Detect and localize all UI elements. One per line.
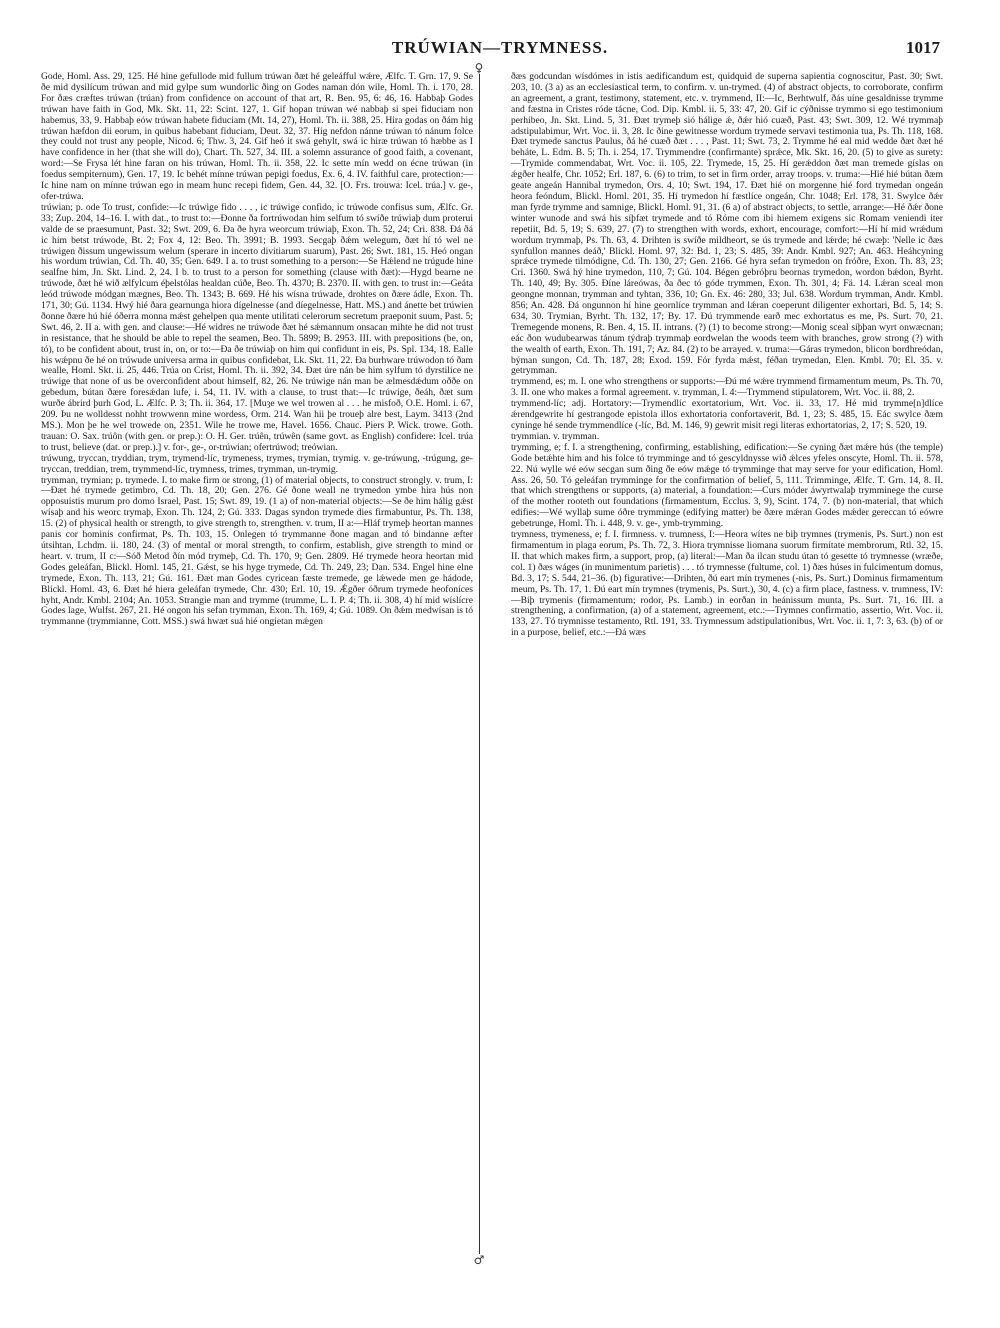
column-divider — [479, 74, 480, 1254]
entry-paragraph: trymman, trymian; p. trymede. I. to make firm or strong, (1) of material objects, to construct strongly. v. trum, I:—Ðæt hé trymede getimbro, Cd. Th. 18, 20; Gen. 276. Gé ðone weall ne trymedon ymbe hira hús non opposuistis murum pro domo Israel, Past. 15; Swt. 89, 19. (1 a) of non-material objects:—Se ðe him hálig gǽst wísaþ and his weorc trymaþ, Exon. Th. 124, 2; Gú. 333. Dagas syndon trymede dies firmabuntur, Ps. Th. 138, 15. (2) of physical health or strength, to give strength to, strengthen. v. trum, II a:—Hláf trymeþ heortan mannes panis cor hominis confirmat, Ps. Th. 103, 15. Onlegen tó trymmanne ðone magan and tó bindanne æfter útsihtan, Lchdm. ii. 180, 24. (3) of mental or moral strength, to confirm, establish, give strength to mind or heart. v. trum, II c:—Sóð Metod ðín mód trymeþ, Cd. Th. 170, 9; Gen. 2809. Hé trymede heora heortan mid Godes geleáfan, Blickl. Homl. 145, 21. Gǽst, se his hyge trymede, Cd. Th. 249, 23; Dan. 534. Engel hine elne trymede, Exon. Th. 113, 21; Gú. 161. Ðæt man Godes cyricean fæste tremede, ge lǽwede men ge hádode, Blickl. Homl. 43, 6. Ðæt hé hiera geleáfan trymede, Chr. 430; Erl. 10, 19. Ǽgðer óðrum trymede heofoníces hyht, Andr. Kmbl. 2104; An. 1053. Strangie man and trymme (trumme, L. I. P. 4; Th. ii. 308, 4) hí mid wíslícre Godes lage, Wulfst. 267, 21. Hé ongon his sefan trymman, Exon. Th. 169, 4; Gú. 1089. On ðǽm medwísan is tó trymmanne (trymmianne, Cott. MSS.) swá hwæt suá hié ongietan mǽgen — [41, 474, 473, 628]
entry-paragraph: trymmian. v. trymman. — [511, 430, 600, 442]
page-title: TRÚWIAN—TRYMNESS. — [391, 38, 609, 57]
entry-paragraph: trymming, e; f. I. a strengthening, confirming, establishing, edification:—Se cyning ðæt mǽre hús (the temple) Gode betǽhte him and his folce tó trymminge and tó gescyldnysse wið ǽlces yfeles onscyte, Homl. Th. ii. 578, 22. Nú wylle wé eów secgan sum ðing ðe eów mǽge tó trymminge that may serve for your edification, Homl. Ass. 26, 50. Tó geleáfan trymminge for the confirmation of belief, 5, 111. Trimminge, Ælfc. T. Grn. 14, 8. II. that which strengthens or supports, (a) material, a foundation:—Curs móder áwyrtwalaþ trymminege the curse of the mother rooteth out foundations (firmamentum, Ecclus. 3, 9), Scint. 174, 7. (b) non-material, that which edifies:—Wé wyllaþ sume óðre trymminge (edifying matter) be ðære mǽran Godes mǽder gereccan tó eówre gebetrunge, Homl. Th. i. 448, 9. v. ge-, ymb-trymming. — [511, 441, 943, 530]
left-column — [41, 72, 473, 1292]
entry-paragraph: trúwian; p. ode To trust, confide:—Ic trúwige fido . . . , ic trúwige confido, ic trúwode confisus sum, Ælfc. Gr. 33; Zup. 204, 14–16. I. with dat., to trust to:—Ðonne ða fortrúwodan him selfum tó swíðe trúwiaþ dum proterui valde de se praesumunt, Past. 32; Swt. 209, 6. Ða ðe hyra weorcum trúwiaþ, Exon. Th. 52, 24; Cri. 838. Ðá ðá ic him betst trúwode, Bt. 2; Fox 4, 12: Beo. Th. 3991; B. 1993. Secgaþ ðǽm welegum, ðæt hí tó wel ne trúwigen ðissum ungewissum welum (sperare in incerto divitiarum suarum), Past. 26; Swt. 181, 15. Heó ongan his wordum trúwian, Cd. Th. 40, 35; Gen. 649. I a. to trust something to a person:—Se Hǽlend ne trúgude hine sealfne him, Jn. Skt. Lind. 2, 24. I b. to trust to a person for something (clause with ðæt):—Hygd bearne ne trúwode, ðæt hé wið ælfylcum éþelstólas healdan cúðe, Beo. Th. 4370; B. 2370. II. with gen. to trust in:—Geáta leód trúwode módgan mægnes, Beo. Th. 1343; B. 669. Hé his wísna trúwade, drohtes on ðære ádle, Exon. Th. 171, 30; Gú. 1134. Hwý hié ðara gearnunga hiora dígelnesse (and díegelnesse, Hatt. MS.) and ánette bet trúwien ðonne ðære hú hié óðerra monna mǽst gehelpen qua mente utilitati celerorum secretum praeponit suum, Past. 5; Swt. 46, 2. II a. with gen. and clause:—Hé widres ne trúwode ðæt hé sǽmannum onsacan mihte he did not trust in resistance, that he should be able to repel the seamen, Beo. Th. 5899; B. 2953. III. with prepositions (be, on, tó), to be confident about, trust in, on, or to:—Ða ðe trúwiaþ on him qui confidunt in eis, Ps. Spl. 134, 18. Ealle his wǽpnu ðe hé on trúwude universa arma in quibus confidebat, Lk. Skt. 11, 22. Ða burhware trúwodon tó ðam wealle, Homl. Skt. ii. 25, 446. Trúa on Crist, Homl. Th. ii. 392, 34. Ðæt úre nán be him sylfum tó dyrstilíce ne trúwige that none of us be overconfident about himself, 82, 26. Ne trúwige nán man be ælmesdǽdum oððe on gebedum, bútan ðære foresǽdan lufe, i. 54, 11. IV. with a clause, to trust that:—Ic trúwige, ðeáh, ðæt sum wurðe ábrird þurh God, L. Ælfc. P. 3; Th. ii. 364, 17. [Muȝe we wel trowen al . . . he misfoð, O.E. Homl. i. 67, 209. Þu ne wolldesst nohht trowwenn mine wordess, Orm. 214. Wan hii þe trouеþ alre best, Laym. 3413 (2nd MS.). Mon þe he wel trowede on, 2351. Wile he trowe me, Havel. 1656. Chauc. Piers P. Wick. trowe. Goth. trauan: O. Sax. trúôn (with gen. or prep.): O. H. Ger. trúên, trúwên (same govt. as English) confidere: Icel. trúa to trust, believe (dat. or prep.).] v. for-, ge-, or-trúwian; ofertrúwod; treówian. — [41, 201, 473, 453]
entry-paragraph: trymness, trymeness, e; f. I. firmness. v. trumness, I:—Heora wítes ne biþ trymnes (trymenis, Ps. Surt.) non est firmamentum in plaga eorum, Ps. Th. 72, 3. Hiora trymnisse liomana suorum firmitate membrorum, Rtl. 32, 15. II. that which makes firm, a support, prop, (a) literal:—Man ða ilcan studu útan tó gesette tó trymnesse (wræðe, col. 1) ðæs wáges (in munimentum parietis) . . . tó trymnesse (fultume, col. 1) ðæs húses in fulcimentum domus, Bd. 3, 17; S. 544, 21–36. (b) figurative:—Drihten, ðú eart mín trymenes (-nis, Ps. Surt.) Dominus firmamentum meum, Ps. Th. 17, 1. Ðú eart mín trymnes (trymenis, Ps. Surt.), 30, 4. (c) a firm place, fastness. v. trumness, IV:—Biþ trymenis (firmamentum; rodor, Ps. Lamb.) in eorðan in heánissum munta, Ps. Surt. 71, 16. III. a strengthening, a confirmation, (a) of a statement, agreement, etc.:—Trymnes confirmatio, assertio, Wrt. Voc. ii. 133, 27. Tó trymnisse testamento, Rtl. 191, 33. Trymnessum adstipulationibus, Wrt. Voc. ii. 1, 7: 3, 63. (b) of or in a purpose, belief, etc.:—Ðá wæs — [511, 529, 943, 639]
running-head — [60, 38, 940, 60]
right-column — [511, 72, 943, 1292]
entry-paragraph: trymmend-líc; adj. Hortatory:—Trymendlíc exortatorium, Wrt. Voc. ii. 33, 17. Hé mid trymme[n]dlíce ǽrendgewrite hí gestrangode epistola illos exhortatoria confortaverit, Bd. 1, 23; S. 485, 15. Eác swylce ðæm cyninge hé sende trymmendlíce (-líc, Bd. M. 146, 9) gewrit misit regi literas exhortatorias, 2, 17; S. 520, 19. — [511, 398, 943, 431]
divider-bottom-ornament: ♂ — [473, 1253, 485, 1267]
entry-paragraph: trúwung, tryccan, tryddian, trym, trymend-líc, trymeness, trymes, trymian, trymig. v. ge-trúwung, -trúgung, ge-tryccan, treddian, trem, trymmend-líc, trymness, trimes, trymman, un-trymig. — [41, 452, 473, 475]
page-number: 1017 — [906, 38, 940, 57]
entry-paragraph: ðæs godcundan wísdómes in istis aedificandum est, quidquid de superna sapientia cognoscitur, Past. 30; Swt. 203, 10. (3 a) as an ecclesiastical term, to confirm. v. un-trymed. (4) of abstract objects, to corroborate, confirm an agreement, a grant, testimony, statement, etc. v. trymmend, II:—Ic, Berhtwulf, ðás uíne gesaldnisse trymme and fæstna in Cristes róde tácne, Cod. Dip. Kmbl. ii. 5, 33: 47, 20. Gif ic cýðnisse trymmo si ego testimonium perhibeo, Jn. Skt. Lind. 5, 31. Ðæt trymeþ sió hálige ǽ, ðǽr hió cuæð, Past. 43; Swt. 309, 12. Wé trymmaþ adstipulabimur, Wrt. Voc. ii. 3, 28. Ic ðine gewitnesse wordum trymede servavi testimonia tua, Ps. Th. 118, 168. Ðæt trymede sanctus Paulus, ðá hé cuæð ðæt . . . , Past. 11; Swt. 73, 2. Trymme hé eal mid wedde ðæt ðæt hé beháte, L. Edm. B. 5; Th. i. 254, 17. Trymmendre (confirmante) sprǽce, Mk. Skt. 16, 20. (5) to give as surety:—Trymide commendabat, Wrt. Voc. ii. 105, 22. Trymede, 15, 25. Hí gerǽddon ðæt man tremede gíslas on ǽgðer healfe, Chr. 1052; Erl. 187, 6. (6) to trim, to set in firm order, array troops. v. truma:—Hié hié bútan ðæm geate angeán Hannibal trymedon, Ors. 4, 10; Swt. 194, 17. Ðæt hié on morgenne hié ford trymedan ongeán heora feóndum, Blickl. Homl. 201, 35. Hí trymedon hí fæstlíce ongeán, Chr. 1048; Erl. 178, 31. Swylce ðǽr man fyrde trymme and samnige, Blickl. Homl. 91, 31. (6 a) of abstract objects, to settle, arrange:—Hé ðǽr ðone winter wunode and swá his síþfæt trymede and tó Róme com ibi hiemem exigens sic Romam veniendi iter repetiit, Bd. 5, 19; S. 639, 27. (7) to strengthen with words, exhort, encourage, comfort:—Hí hí mid wrǽdum wordum trymmaþ, Ps. Th. 63, 4. Drihten is swíðe mildheort, se ús trymede and lǽrde; hé cwæþ: 'Nelle ic ðæs synfullon mannes deáð,' Blickl. Homl. 97, 32: Bd. 1, 23; S. 485, 39: Andr. Kmbl. 927; An. 463. Heáhcyning sprǽce trymede tilmódigne, Cd. Th. 130, 27; Gen. 2166. Gé hyra sefan trymedon on fróðre, Exon. Th. 83, 23; Cri. 1360. Swá hý hine trymedon, 110, 7; Gú. 104. Bégen gebróþru beornas trymedon, wordon bǽdon, Byrht. Th. 140, 49; By. 305. Ðíne láreówas, ða ðec tó góde trymmen, Exon. Th. 301, 4; Fä. 14. Lǽran sceal mon geongne monnan, trymman and tyhtan, 336, 10; Gn. Ex. 46: 280, 33; Jul. 638. Wordum trymman, Andr. Kmbl. 856; An. 428. Ðá ongunnon hí hine geornlíce trymman and lǽran coeperunt diligenter exhortari, Bd. 5, 14; S. 634, 30. Trymian, Byrht. Th. 132, 17; By. 17. Ðú trymmende earð mec exhortatus es me, Ps. Surt. 70, 21. Tremegende monens, R. Ben. 4, 15. II. intrans. (?) (1) to become strong:—Monig sceal síþþan wyrt onwæcnan; eác ðon wudubearwas tánum týdraþ trymmaþ eordwelan the woods teem with branches, grow strong (?) with the wealth of earth, Exon. Th. 191, 7; Az. 84. (2) to be arrayed. v. truma:—Gáras trymedon, blicon bordhreódan, býman sungon, Cd. Th. 187, 28; Exod. 159. Fór fyrda mǽst, féðan trymedan, Elen. Kmbl. 70; El. 35. v. getrymman. — [511, 72, 943, 377]
entry-paragraph: trymmend, es; m. I. one who strengthens or supports:—Ðú mé wǽre trymmend firmamentum meum, Ps. Th. 70, 3. II. one who makes a formal agreement. v. trymman, I. 4:—Trymmend stipulatorem, Wrt. Voc. ii. 88, 2. — [511, 376, 943, 399]
divider-top-ornament: ♀ — [474, 61, 484, 75]
entry-paragraph: Gode, Homl. Ass. 29, 125. Hé hine gefullode mid fullum trúwan ðæt hé geleáfful wǽre, Ælfc. T. Grn. 17, 9. Se ðe mid dysilícum trúwan and mid gylpe sum wundorlic ðing on Godes naman dón wile, Homl. Th. i. 170, 28. For ðæs cræftes trúwan (trúan) from confidence on account of that art, R. Ben. 95, 6: 46, 16. Habbaþ Godes trúwan have faith in God, Mk. Skt. 11, 22: Scint. 127, 1. Gif hopan trúwan wé nabbaþ si spei fiduciam non habemus, 33, 9. Habbaþ eów trúwan habete fiduciam (Mt. 14, 27), Homl. Th. ii. 388, 25. Hira godas on ðám hig trúwan hæfdon dii eorum, in quibus habebant fiduciam, Deut. 32, 37. Hig nefdon nánne trúwan tó nánum folce they could not trust any people, Nicod. 6; Thw. 3, 24. Gif heó it swá gehylt, swá ic hiræ trúwan tó hæbbe as I have confidence in her (that she will do), Chart. Th. 527, 34. III. a solemn assurance of good faith, a covenant, word:—Se Frysa lét hine faran on his trúwan, Homl. Th. ii. 358, 22. Ic sette mín wedd on écne trúwan (in foedus sempiternum), Gen. 17, 19. Ic behét mínne trúwan pepigi foedus, Ex. 6, 4. IV. faithful care, protection:—Ic hine nam on mínne trúwan ego in meam hunc recepi fidem, Gen. 44, 32. [O. Frs. trouwa: Icel. trúa.] v. ge-, ofer-trúwa. — [41, 72, 473, 202]
